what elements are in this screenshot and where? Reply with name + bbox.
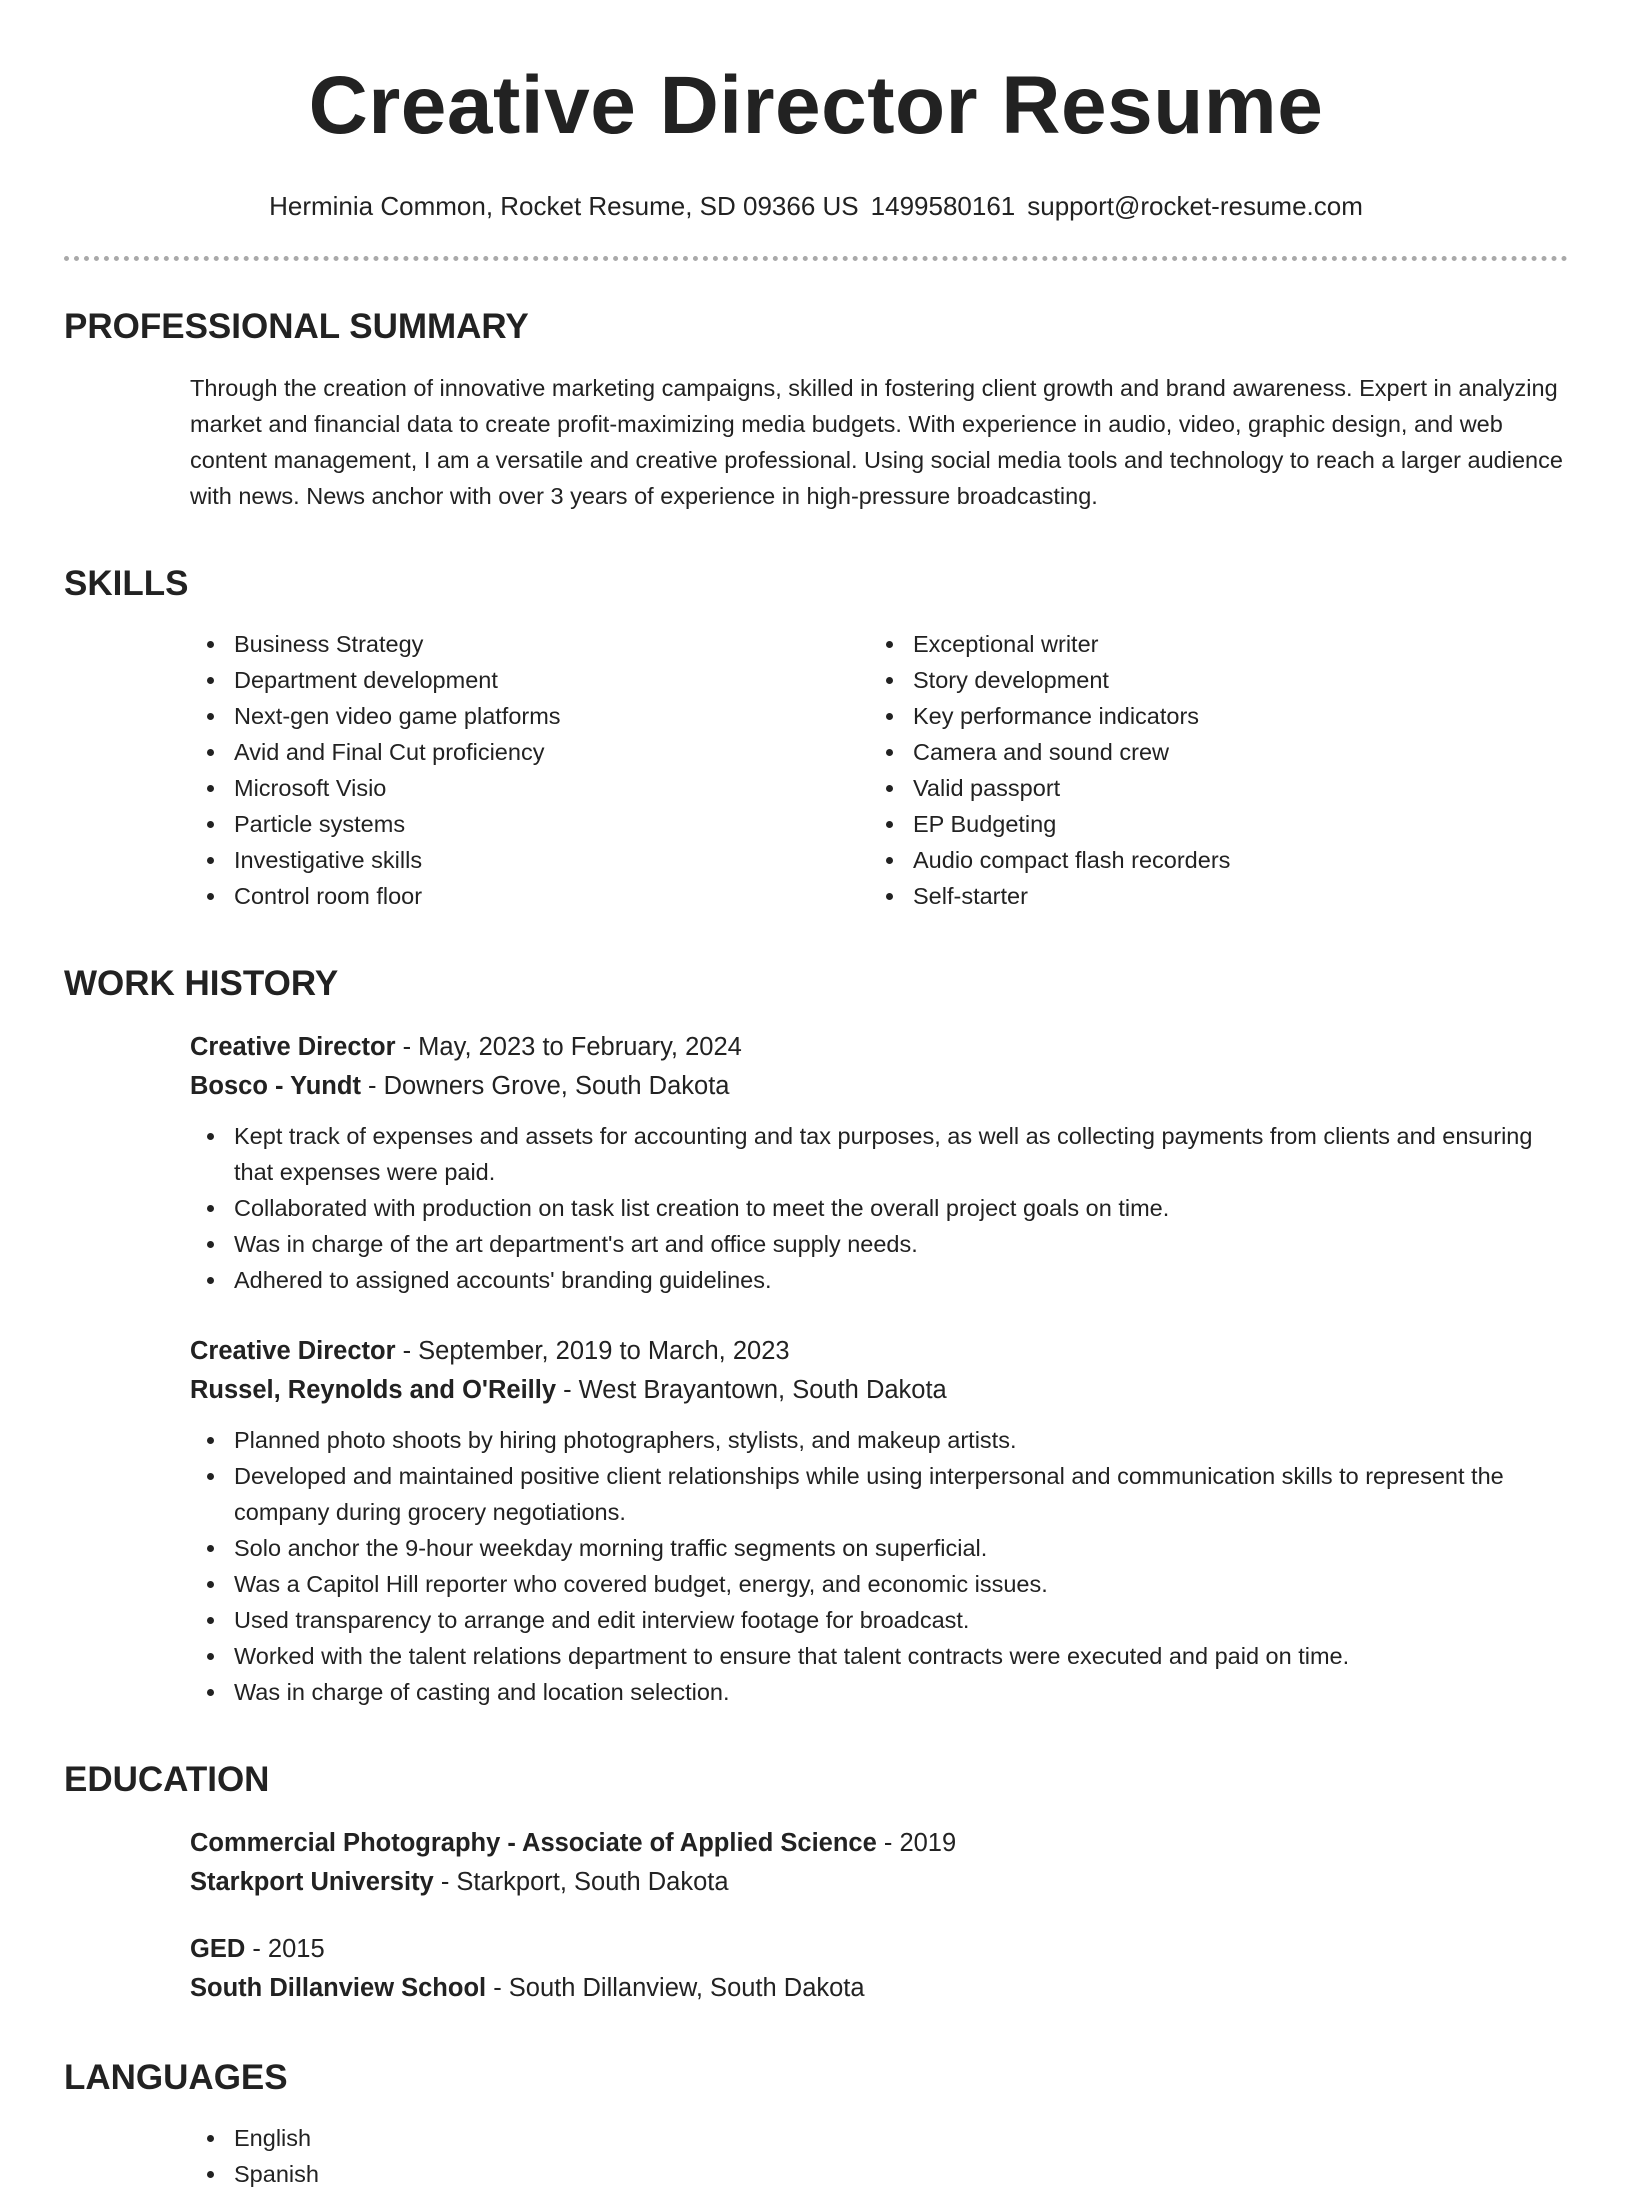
school-location: - South Dillanview, South Dakota (486, 1974, 865, 2002)
skill-item: Control room floor (190, 878, 869, 914)
languages-heading: LANGUAGES (64, 2058, 288, 2097)
job-duties (190, 1118, 1568, 1298)
school-location: - Starkport, South Dakota (433, 1868, 729, 1896)
job-duty: Used transparency to arrange and edit interview footage for broadcast. (190, 1602, 1568, 1638)
school: Starkport University (190, 1868, 434, 1896)
job-duty: Was in charge of casting and location selection. (190, 1674, 1568, 1710)
skill-item: Department development (190, 662, 869, 698)
work-history-heading: WORK HISTORY (64, 964, 339, 1003)
skill-item: Microsoft Visio (190, 770, 869, 806)
job-company: Bosco - Yundt (190, 1072, 361, 1100)
summary-text: Through the creation of innovative marketing campaigns, skilled in fostering client growth and brand awareness. Expert in analyzing market and financial data to create profit-maximizing media budgets. With experience in audio, video, graphic design, and web content management, I am a versatile and creative professional. Using social media tools and technology to reach a larger audience with news. News anchor with over 3 years of experience in high-pressure broadcasting. (190, 375, 1563, 509)
skills-heading: SKILLS (64, 564, 189, 603)
language-item: Spanish (190, 2156, 1568, 2192)
skills-column-left (190, 626, 869, 914)
job-duty: Kept track of expenses and assets for accounting and tax purposes, as well as collecting payments from clients and ensuring that expenses were paid. (190, 1118, 1568, 1190)
job-duty: Planned photo shoots by hiring photographers, stylists, and makeup artists. (190, 1422, 1568, 1458)
skills-column-right (869, 626, 1230, 914)
skill-item: Camera and sound crew (869, 734, 1230, 770)
degree-line (190, 1824, 1568, 1863)
degree-line (190, 1930, 1568, 1969)
skill-item: Valid passport (869, 770, 1230, 806)
header-divider (64, 256, 1568, 261)
skill-item: Exceptional writer (869, 626, 1230, 662)
job-company-line (190, 1067, 1568, 1106)
skill-item: Next-gen video game platforms (190, 698, 869, 734)
language-item: English (190, 2120, 1568, 2156)
job-duties (190, 1422, 1568, 1710)
job-dates: - May, 2023 to February, 2024 (395, 1033, 742, 1061)
degree: Commercial Photography - Associate of Applied Science (190, 1829, 877, 1857)
contact-address: Herminia Common, Rocket Resume, SD 09366 US (269, 191, 859, 221)
school-line (190, 1969, 1568, 2008)
job-duty: Adhered to assigned accounts' branding guidelines. (190, 1262, 1568, 1298)
skill-item: Key performance indicators (869, 698, 1230, 734)
languages-list (190, 2120, 1568, 2192)
job-duty: Was a Capitol Hill reporter who covered budget, energy, and economic issues. (190, 1566, 1568, 1602)
skill-item: EP Budgeting (869, 806, 1230, 842)
job-company-line (190, 1371, 1568, 1410)
contact-line (64, 190, 1568, 222)
skills-list (190, 626, 1568, 914)
skill-item: Particle systems (190, 806, 869, 842)
job-entry (190, 1332, 1568, 1710)
job-title-line (190, 1332, 1568, 1371)
skill-item: Story development (869, 662, 1230, 698)
job-duty: Collaborated with production on task list creation to meet the overall project goals on time. (190, 1190, 1568, 1226)
job-duty: Was in charge of the art department's art and office supply needs. (190, 1226, 1568, 1262)
job-title: Creative Director (190, 1033, 396, 1061)
job-duty: Worked with the talent relations department to ensure that talent contracts were executed and paid on time. (190, 1638, 1568, 1674)
education-entry (190, 1824, 1568, 1902)
job-dates: - September, 2019 to March, 2023 (395, 1337, 790, 1365)
job-title-line (190, 1028, 1568, 1067)
contact-email: support@rocket-resume.com (1027, 191, 1363, 221)
job-company: Russel, Reynolds and O'Reilly (190, 1376, 557, 1404)
education-heading: EDUCATION (64, 1760, 270, 1799)
job-location: - West Brayantown, South Dakota (556, 1376, 947, 1404)
degree-year: - 2015 (245, 1935, 325, 1963)
contact-phone: 1499580161 (870, 191, 1016, 221)
education-entry (190, 1930, 1568, 2008)
job-entry (190, 1028, 1568, 1298)
skill-item: Avid and Final Cut proficiency (190, 734, 869, 770)
job-duty: Developed and maintained positive client relationships while using interpersonal and communication skills to represent the company during grocery negotiations. (190, 1458, 1568, 1530)
skill-item: Investigative skills (190, 842, 869, 878)
skill-item: Business Strategy (190, 626, 869, 662)
school-line (190, 1863, 1568, 1902)
job-duty: Solo anchor the 9-hour weekday morning traffic segments on superficial. (190, 1530, 1568, 1566)
job-location: - Downers Grove, South Dakota (360, 1072, 730, 1100)
summary-heading: PROFESSIONAL SUMMARY (64, 307, 529, 346)
resume-title: Creative Director Resume (308, 60, 1324, 151)
skill-item: Audio compact flash recorders (869, 842, 1230, 878)
school: South Dillanview School (190, 1974, 487, 2002)
skill-item: Self-starter (869, 878, 1230, 914)
job-title: Creative Director (190, 1337, 396, 1365)
degree-year: - 2019 (876, 1829, 957, 1857)
degree: GED (190, 1935, 246, 1963)
